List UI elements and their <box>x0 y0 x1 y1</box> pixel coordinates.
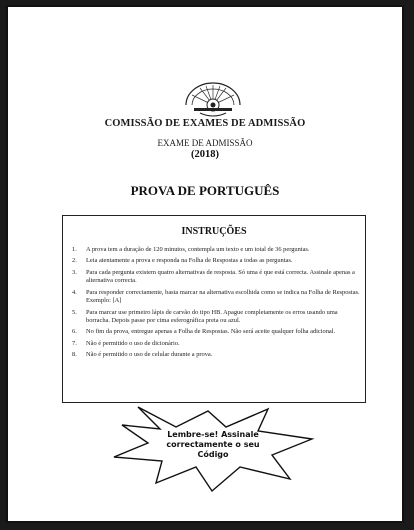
item-number: 1. <box>72 246 77 253</box>
item-number: 3. <box>72 268 77 276</box>
item-text: Leia atentamente a prova e responda na Folha de Respostas a todas as perguntas. <box>86 257 293 265</box>
list-item <box>72 289 362 306</box>
item-number: 8. <box>72 351 77 359</box>
item-text: Para cada pergunta existem quatro alternativas de resposta. Só uma é que está correcta. Assinale apenas a alternativa correcta. <box>86 268 355 285</box>
exam-year: (2018) <box>191 149 219 160</box>
list-item <box>72 309 362 326</box>
callout-text <box>146 430 280 460</box>
list-item <box>72 351 362 359</box>
item-number: 6. <box>72 328 77 336</box>
instructions-list <box>72 246 362 363</box>
exam-page <box>6 5 404 523</box>
item-text: Para marcar use primeiro lápis de carvão do tipo HB. Apague completamente os erros usando uma borracha. Depois passe por cima esferográfica preta ou azul. <box>86 308 338 324</box>
list-item <box>72 328 362 336</box>
item-number: 5. <box>72 308 77 316</box>
list-item <box>72 246 362 254</box>
item-text: A prova tem a duração de 120 minutos, contempla um texto e um total de 36 perguntas. <box>86 246 310 253</box>
instructions-heading: INSTRUÇÕES <box>181 226 247 237</box>
item-text: No fim da prova, entregue apenas a Folha de Respostas. Não será aceite qualquer folha adicional. <box>86 328 336 336</box>
list-item <box>72 269 362 286</box>
page-title: PROVA DE PORTUGUÊS <box>130 183 280 198</box>
item-number: 4. <box>72 288 77 296</box>
list-item <box>72 257 362 265</box>
item-number: 2. <box>72 257 77 265</box>
exam-label: EXAME DE ADMISSÃO <box>157 138 253 148</box>
list-item <box>72 340 362 348</box>
instructions-box <box>62 215 366 403</box>
callout-line: correctamente o seu <box>166 440 260 449</box>
item-number: 7. <box>72 339 77 347</box>
item-text: Não é permitido o uso de celular durante a prova. <box>86 351 213 359</box>
emblem-logo-icon <box>180 75 246 119</box>
item-text: Para responder correctamente, basta marcar na alternativa escolhida como se indica na Folha de Respostas. Exemplo: [A] <box>86 288 360 305</box>
callout-line: Lembre-se! Assinale <box>167 430 259 439</box>
item-text: Não é permitido o uso de dicionário. <box>86 339 180 347</box>
callout-line: Código <box>197 450 229 459</box>
organization-name: COMISSÃO DE EXAMES DE ADMISSÃO <box>104 118 306 129</box>
